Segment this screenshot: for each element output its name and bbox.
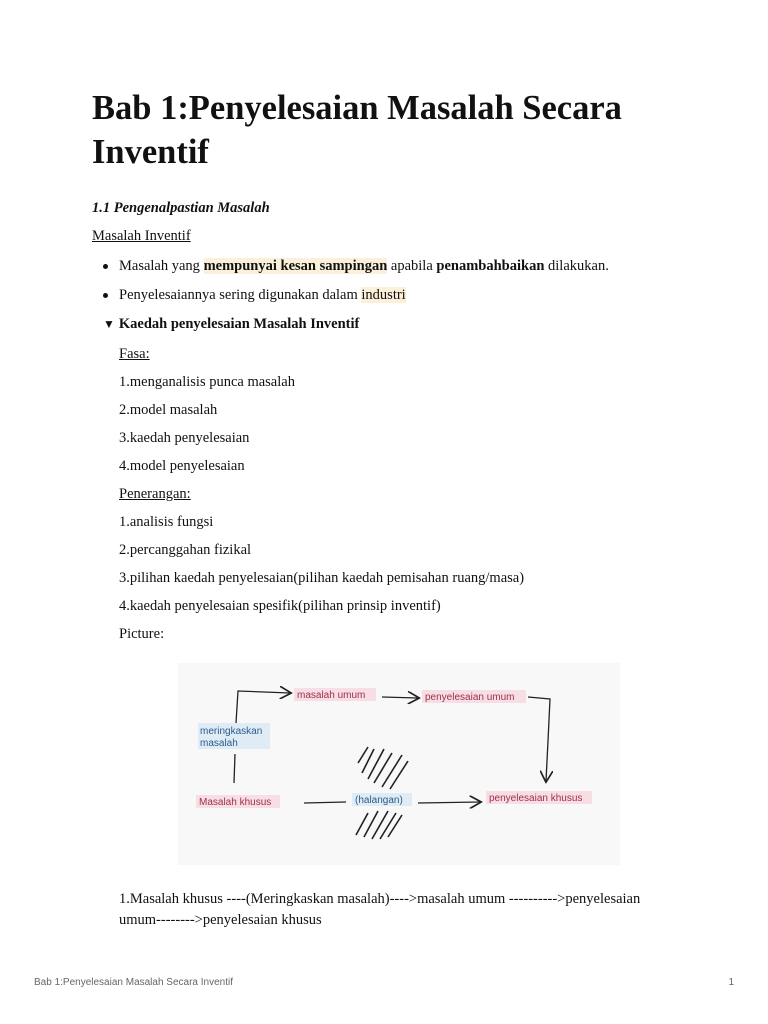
summary-text: 1.Masalah khusus ----(Meringkaskan masalah)---->masalah umum ---------->penyelesaian umum-------->penyelesaian khusus: [119, 891, 641, 928]
list-item: [92, 256, 609, 285]
list-item: 2.model masalah: [119, 402, 218, 418]
bullet-text: Masalah yang: [119, 258, 204, 274]
diagram-label: penyelesaian khusus: [489, 793, 583, 804]
bold-text: penambahbaikan: [436, 258, 545, 274]
diagram-label: (halangan): [355, 795, 403, 806]
footer-title: Bab 1:Penyelesaian Masalah Secara Inventif: [34, 977, 234, 988]
toggle-label: Kaedah penyelesaian Masalah Inventif: [118, 316, 360, 332]
bullet-text: Penyelesaiannya sering digunakan dalam: [119, 287, 362, 303]
list-item: 4.kaedah penyelesaian spesifik(pilihan prinsip inventif): [119, 598, 441, 614]
bullet-text: apabila: [387, 258, 437, 274]
list-item: 3.pilihan kaedah penyelesaian(pilihan kaedah pemisahan ruang/masa): [119, 570, 525, 586]
arrow-up-right: [236, 691, 290, 723]
arrow-line: [234, 754, 235, 783]
list-item: [92, 285, 609, 314]
highlighted-bold-text: mempunyai kesan sampingan: [203, 258, 388, 274]
diagram-label: penyelesaian umum: [425, 692, 515, 703]
diagram-label: meringkaskan: [200, 726, 263, 737]
list-item: 3.kaedah penyelesaian: [119, 430, 250, 446]
penerangan-label: Penerangan:: [119, 486, 191, 502]
diagram-label: masalah umum: [297, 690, 366, 701]
sub-heading: Masalah Inventif: [92, 228, 191, 244]
toggle-body: [119, 344, 524, 652]
bullet-list: [92, 256, 609, 314]
list-item: 2.percanggahan fizikal: [119, 542, 252, 558]
diagram-label: Masalah khusus: [199, 797, 272, 808]
page-title: Bab 1:Penyelesaian Masalah Secara Inventif: [92, 89, 622, 171]
fasa-label: Fasa:: [119, 346, 150, 362]
diagram-svg: [178, 663, 620, 865]
list-item: 1.analisis fungsi: [119, 514, 214, 530]
arrow-right: [418, 802, 480, 803]
bullet-text: dilakukan.: [544, 258, 609, 274]
list-item: 4.model penyelesaian: [119, 458, 245, 474]
diagram-image: [178, 663, 620, 865]
picture-label: Picture:: [119, 626, 165, 642]
arrow-right: [382, 697, 418, 698]
page-number: 1: [728, 977, 734, 988]
list-item: 1.menganalisis punca masalah: [119, 374, 295, 390]
arrow-down: [528, 697, 550, 781]
diagram-label: masalah: [200, 738, 238, 749]
arrow-line: [304, 802, 346, 803]
section-heading: 1.1 Pengenalpastian Masalah: [92, 200, 270, 216]
toggle-heading[interactable]: [103, 316, 359, 333]
highlighted-text: industri: [361, 287, 406, 303]
triangle-down-icon[interactable]: ▼: [103, 317, 115, 331]
